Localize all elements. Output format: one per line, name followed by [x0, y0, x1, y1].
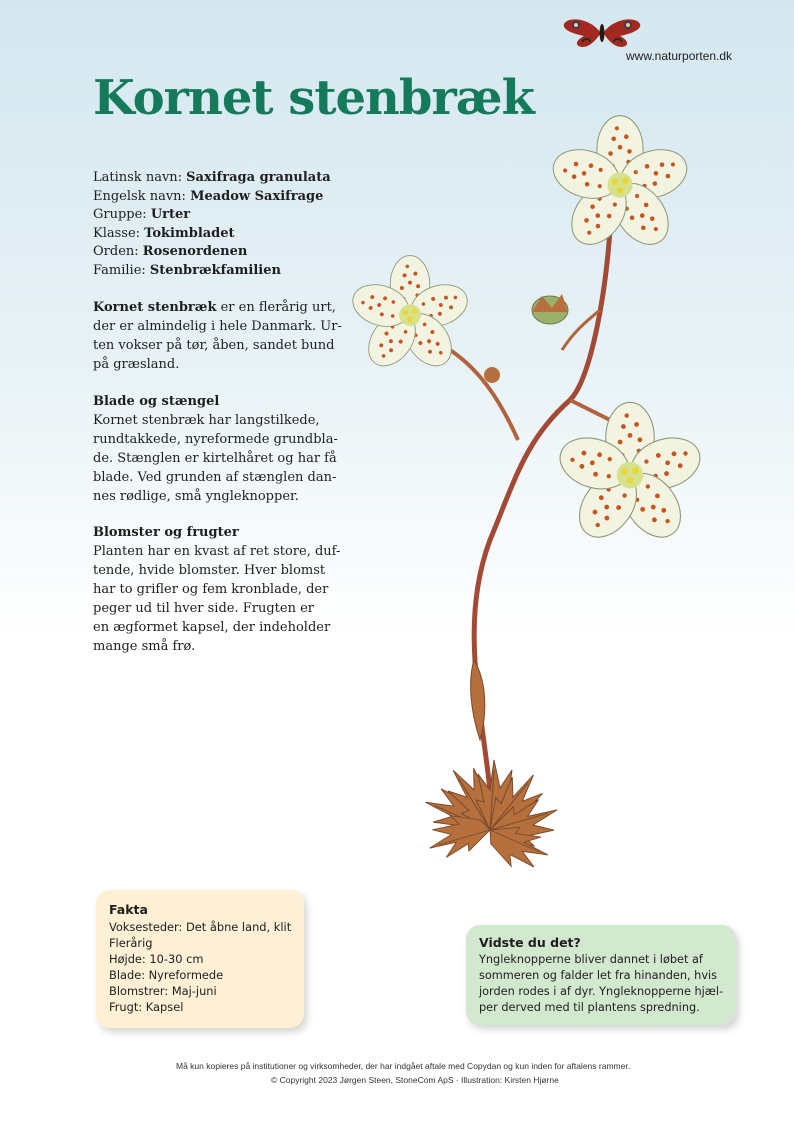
flowers-section: Blomster og frugter Planten har en kvast af ret store, duf- tende, hvide blomster. Hver blomst har to grifler og fem kronblade, der peger ud til hver side. Frugten er en ægformet kapsel, der indeholder mange små frø. — [93, 523, 343, 656]
facts-height: Højde: 10-30 cm — [109, 952, 204, 966]
did-you-know-heading: Vidste du det? — [479, 935, 581, 950]
flowers-heading: Blomster og frugter — [93, 525, 239, 540]
info-row-order: Orden: Rosenordenen — [93, 244, 248, 260]
facts-fruit: Frugt: Kapsel — [109, 1000, 184, 1014]
info-row-group: Gruppe: Urter — [93, 207, 191, 223]
facts-lifespan: Flerårig — [109, 936, 153, 950]
footer-copyright: © Copyright 2023 Jørgen Steen, StoneCom ApS · Illustration: Kirsten Hjørne — [271, 1075, 559, 1085]
site-url: www.naturporten.dk — [626, 49, 733, 63]
info-row-family: Familie: Stenbrækfamilien — [93, 262, 281, 278]
did-you-know-box: Vidste du det? Yngleknopperne bliver dannet i løbet af sommeren og falder let fra hinanden, hvis jorden rodes i af dyr. Yngleknopperne hjæl- per derved med til plantens spredning. — [466, 925, 736, 1025]
facts-heading: Fakta — [109, 902, 148, 917]
info-row-class: Klasse: Tokimbladet — [93, 225, 235, 241]
facts-leaves: Blade: Nyreformede — [109, 968, 224, 982]
page-title: Kornet stenbræk — [93, 70, 534, 126]
info-row-latin: Latinsk navn: Saxifraga granulata — [93, 170, 331, 185]
butterfly-icon — [560, 14, 644, 50]
plant-illustration — [340, 100, 740, 900]
intro-paragraph: Kornet stenbræk er en flerårig urt, der er almindelig i hele Danmark. Ur- ten vokser på tør, åben, sandet bund på græsland. — [93, 300, 342, 372]
facts-blooms: Blomstrer: Maj-juni — [109, 984, 217, 998]
footer-copy-notice: Må kun kopieres på institutioner og virksomheder, der har indgået aftale med Copydan og kun inden for aftalens rammer. — [176, 1061, 631, 1071]
facts-box — [96, 890, 304, 1028]
info-row-english: Engelsk navn: Meadow Saxifrage — [93, 188, 324, 204]
leaves-heading: Blade og stængel — [93, 394, 220, 409]
facts-habitat: Voksesteder: Det åbne land, klit — [109, 920, 292, 934]
leaves-section: Blade og stængel Kornet stenbræk har langstilkede, rundtakkede, nyreformede grundbla- de. Stænglen er kirtelhåret og har få blade. Ved grunden af stænglen dan- nes rødlige, små yngleknopper. — [93, 392, 343, 506]
info-block — [93, 169, 343, 281]
